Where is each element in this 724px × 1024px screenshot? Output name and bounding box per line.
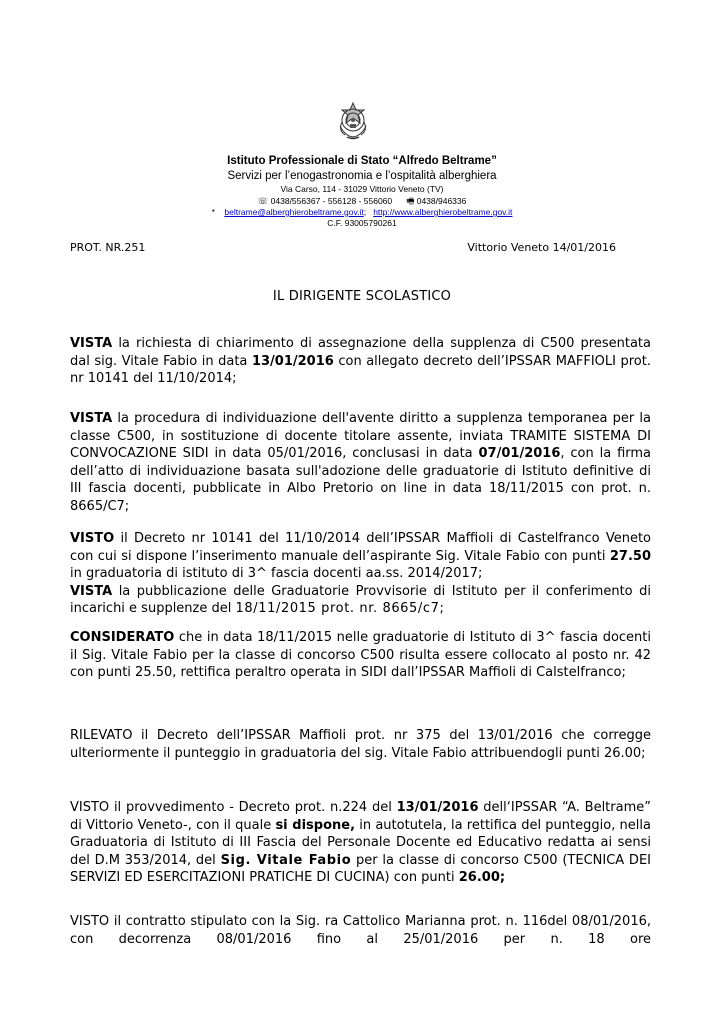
document-title: IL DIRIGENTE SCOLASTICO	[272, 289, 452, 304]
bold-score: 27.50	[609, 548, 651, 564]
lead-word: VISTO	[70, 531, 115, 546]
contact-web-line	[0, 207, 724, 217]
text-span: il Decreto nr 10141 del 11/10/2014 dell’IPSSAR Maffioli di Castelfranco Veneto con cui si dispone l’inserimento manuale dell’aspirante Sig. Vitale Fabio con punti	[70, 531, 651, 564]
protocol-number: PROT. NR.251	[70, 241, 146, 254]
lead-word: CONSIDERATO	[70, 630, 175, 645]
place-date: Vittorio Veneto 14/01/2016	[467, 241, 616, 254]
phone-icon: ☏	[257, 196, 269, 206]
text-span: RILEVATO il Decreto dell’IPSSAR Maffioli prot. nr 375 del 13/01/2016 che corregge ulteriormente il punteggio in graduatoria del sig. Vitale Fabio attribuendogli punti 26.00;	[70, 728, 651, 761]
text-span: la pubblicazione delle Graduatorie Provvisorie di Istituto per il conferimento di incarichi e supplenze del	[70, 583, 651, 616]
institute-address: Via Carso, 114 - 31029 Vittorio Veneto (TV)	[280, 184, 444, 194]
text-span: la richiesta di chiarimento di assegnazione della supplenza di C500 presentata dal sig. Vitale Fabio in data	[70, 336, 651, 369]
paragraph-visto-decreto	[70, 530, 651, 618]
fiscal-code: C.F. 93005790261	[327, 218, 397, 228]
bold-date: 07/01/2016	[478, 446, 561, 461]
lead-word: VISTA	[70, 411, 113, 426]
text-span: VISTO il provvedimento - Decreto prot. n.224 del	[70, 800, 397, 815]
institute-name: Istituto Professionale di Stato “Alfredo Beltrame”	[227, 155, 497, 167]
bold-date: 13/01/2016	[396, 800, 479, 815]
email-separator: ;	[363, 207, 367, 217]
text-span: con allegato decreto dell’IPSSAR MAFFIOLI prot. nr 10141 del 11/10/2014;	[70, 353, 651, 386]
bold-date: 13/01/2016	[251, 353, 334, 369]
fax-number: 0438/946336	[416, 196, 467, 206]
bold-phrase: si dispone,	[275, 817, 356, 833]
bold-name: Sig. Vitale Fabio	[220, 852, 352, 868]
institute-services: Servizi per l’enogastronomia e l’ospitalità alberghiera	[227, 170, 497, 182]
italian-republic-emblem-icon	[335, 100, 371, 140]
text-span: la procedura di individuazione dell'avente diritto a supplenza temporanea per la classe C500, in sostituzione di docente titolare assente, inviata TRAMITE SISTEMA DI CONVOCAZIONE SIDI in data 05/01/2016, conclusasi in data	[70, 411, 651, 461]
email-link[interactable]: beltrame@alberghierobeltrame.gov.it	[224, 207, 364, 217]
paragraph-considerato	[70, 629, 651, 682]
mail-icon: *	[211, 207, 215, 217]
fax-icon: 🖷	[406, 196, 415, 206]
bold-score: 26.00;	[458, 870, 506, 885]
paragraph-vista-richiesta	[70, 335, 651, 388]
lead-word: VISTA	[70, 336, 113, 351]
text-span: , con la firma dell’atto di individuazione basata sull'adozione delle graduatorie di Istituto definitive di III fascia docenti, pubblicate in Albo Pretorio on line in data 18/11/2015 con prot. n. 8665/C7;	[70, 446, 651, 514]
paragraph-vista-procedura	[70, 410, 651, 515]
website-link[interactable]: http://www.alberghierobeltrame.gov.it	[373, 207, 513, 217]
text-span: VISTO il contratto stipulato con la Sig. ra Cattolico Marianna prot. n. 116del 08/01/2016, con decorrenza 08/01/2016 fino al 25/01/2016 per n. 18 ore	[70, 914, 651, 947]
text-span: in graduatoria di istituto di 3^ fascia docenti aa.ss. 2014/2017;	[70, 566, 483, 581]
paragraph-rilevato	[70, 727, 651, 762]
paragraph-visto-provvedimento	[70, 799, 651, 887]
paragraph-visto-contratto	[70, 913, 651, 948]
phone-numbers: 0438/556367 - 556128 - 556060	[270, 196, 393, 206]
text-span: dell‘IPSSAR “A. Beltrame” di Vittorio Veneto-, con il quale	[70, 800, 651, 833]
text-span: per la classe di concorso C500 (TECNICA DEI SERVIZI ED ESERCITAZIONI PRATICHE DI CUCINA) con punti	[70, 852, 651, 885]
lead-word: VISTA	[70, 583, 113, 599]
text-span: in autotutela, la rettifica del punteggio, nella Graduatoria di Istituto di III Fascia del Personale Docente ed Educativo redatta ai sensi del D.M 353/2014, del	[70, 817, 651, 868]
text-span: che in data 18/11/2015 nelle graduatorie di Istituto di 3^ fascia docenti il Sig. Vitale Fabio per la classe di concorso C500 risulta essere collocato al posto nr. 42 con punti 25.50, rettifica peraltro operata in SIDI dall’IPSSAR Maffioli di Calstelfranco;	[70, 630, 651, 680]
text-span: 18/11/2015 prot. nr. 8665/c7;	[235, 601, 445, 616]
